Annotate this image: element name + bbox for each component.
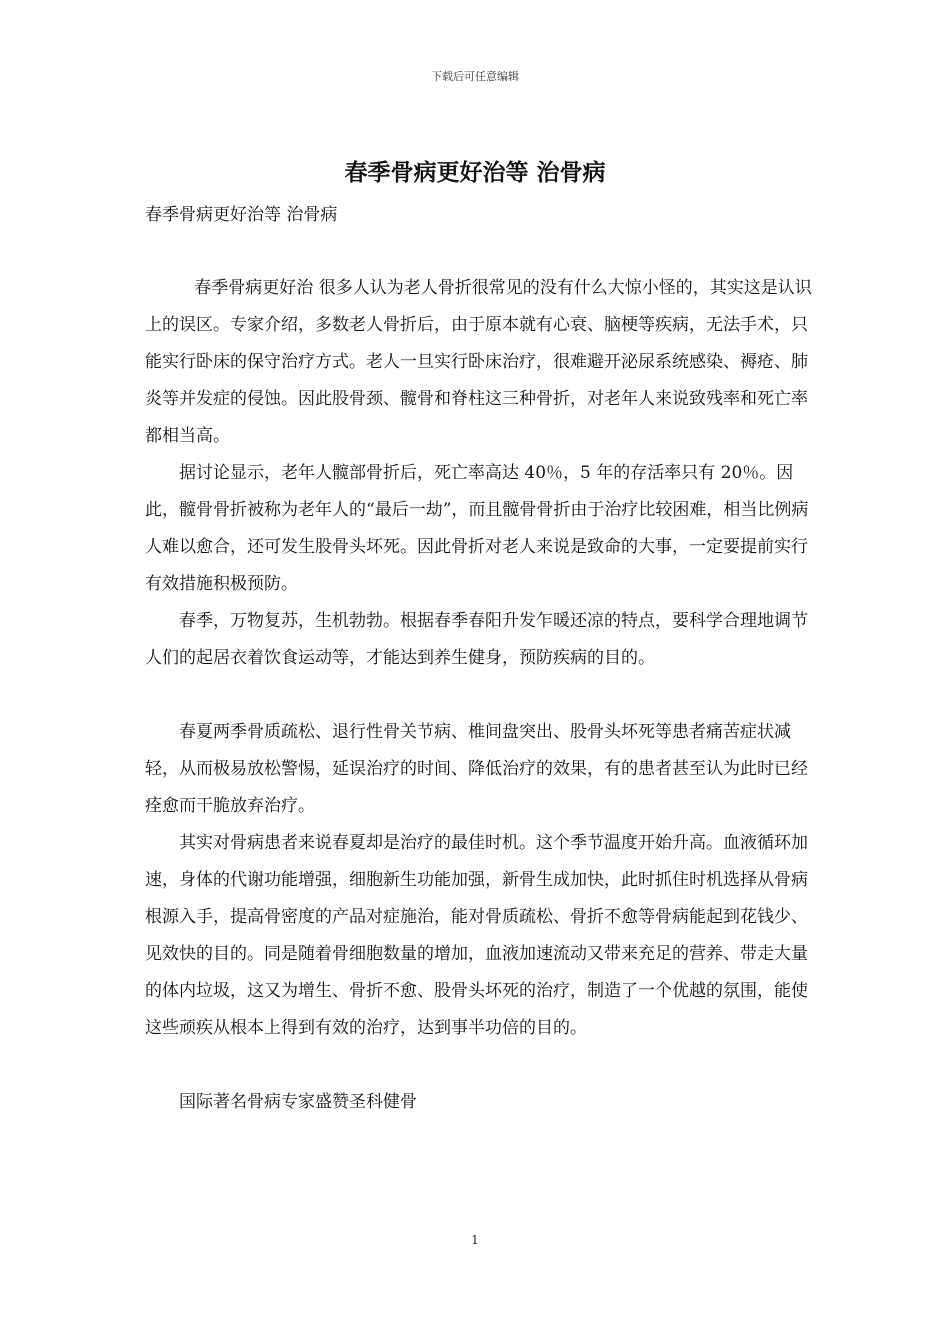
- document-title: 春季骨病更好治等 治骨病: [344, 159, 606, 186]
- paragraph-intro: 春季骨病更好治 很多人认为老人骨折很常见的没有什么大惊小怪的，其实这是认识上的误区。专家介绍，多数老人骨折后，由于原本就有心衰、脑梗等疾病，无法手术，只能实行卧床的保守治疗方式。老人一旦实行卧床治疗，很难避开泌尿系统感染、褥疮、肺炎等并发症的侵蚀。因此股骨颈、髋骨和脊柱这三种骨折，对老年人来说致残率和死亡率都相当高。: [145, 278, 812, 446]
- paragraph-spring: 春季，万物复苏，生机勃勃。根据春季春阳升发乍暖还凉的特点，要科学合理地调节人们的起居衣着饮食运动等，才能达到养生健身，预防疾病的目的。: [145, 611, 808, 668]
- document-subtitle: 春季骨病更好治等 治骨病: [145, 205, 338, 225]
- paragraph-treatment-timing: 其实对骨病患者来说春夏却是治疗的最佳时机。这个季节温度开始升高。血液循环加速，身体的代谢功能增强，细胞新生功能加强，新骨生成加快，此时抓住时机选择从骨病根源入手，提高骨密度的产品对症施治，能对骨质疏松、骨折不愈等骨病能起到花钱少、见效快的目的。同是随着骨细胞数量的增加，血液加速流动又带来充足的营养、带走大量的体内垃圾，这又为增生、骨折不愈、股骨头坏死的治疗，制造了一个优越的氛围，能使这些顽疾从根本上得到有效的治疗，达到事半功倍的目的。: [145, 833, 808, 1038]
- paragraph-statistics: 据讨论显示，老年人髋部骨折后，死亡率高达 40％，5 年的存活率只有 20％。因此，髋骨骨折被称为老年人的“最后一劫”，而且髋骨骨折由于治疗比较困难，相当比例病人难以愈合，还可发生股骨头坏死。因此骨折对老人来说是致命的大事，一定要提前实行有效措施积极预防。: [145, 463, 809, 594]
- header-note: 下载后可任意编辑: [431, 70, 519, 83]
- document-body: [145, 270, 817, 1121]
- page-number: 1: [471, 1233, 479, 1247]
- paragraph-expert-praise: 国际著名骨病专家盛赞圣科健骨: [179, 1092, 417, 1112]
- paragraph-symptoms: 春夏两季骨质疏松、退行性骨关节病、椎间盘突出、股骨头坏死等患者痛苦症状减轻，从而极易放松警惕，延误治疗的时间、降低治疗的效果，有的患者甚至认为此时已经痊愈而干脆放弃治疗。: [145, 722, 808, 816]
